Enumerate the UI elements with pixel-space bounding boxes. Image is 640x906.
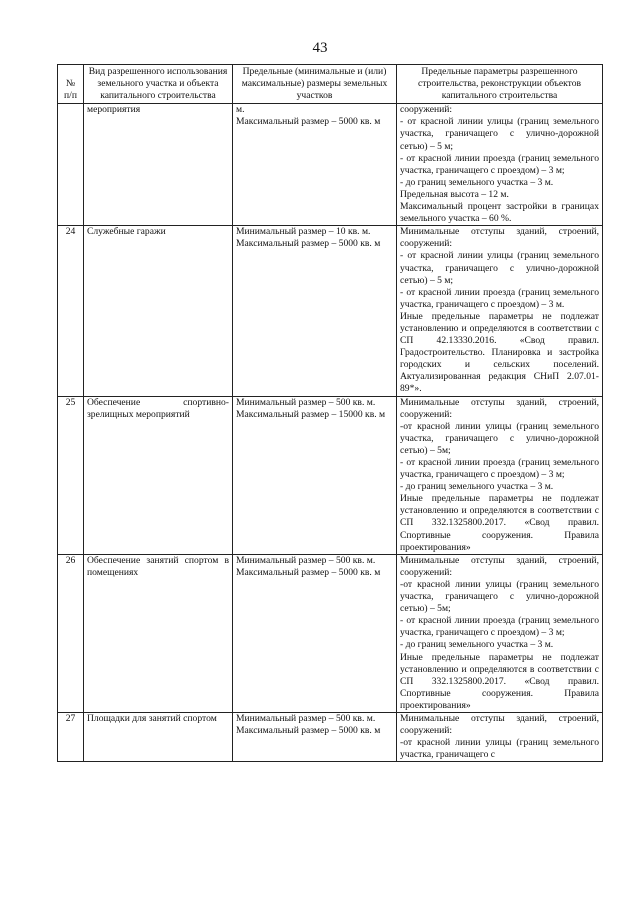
row-build-params [397,554,603,712]
zoning-parameters-table [57,64,603,762]
row-use-type [84,712,233,761]
build-param-line: -от красной линии улицы (границ земельного участка, граничащего с улично-дорожной сетью) – 5м; [400,578,599,615]
table-row [58,712,603,761]
build-param-line: Минимальные отступы зданий, строений, сооружений: [400,226,599,250]
row-number: 24 [58,226,84,396]
row-use-type [84,554,233,712]
plot-size-line: Минимальный размер – 500 кв. м. [236,396,376,408]
use-type-text: Служебные гаражи [87,226,166,238]
table-row [58,104,603,226]
plot-size-line: Минимальный размер – 500 кв. м. [236,712,376,724]
plot-size-line: Максимальный размер – 5000 кв. м [236,566,381,578]
row-use-type [84,104,233,226]
use-type-text: Площадки для занятий спортом [87,712,217,724]
table-row [58,396,603,554]
plot-size-line: м. [236,104,245,116]
build-param-line: Минимальные отступы зданий, строений, сооружений: [400,554,599,578]
row-plot-size [233,104,397,226]
build-param-line: Иные предельные параметры не подлежат установлению и определяются в соответствии с СП 332.1325800.2017. «Свод правил. Спортивные сооружения. Правила проектирования» [400,651,599,711]
row-plot-size [233,712,397,761]
build-param-line: - от красной линии проезда (границ земельного участка, граничащего с проездом) – 3 м. [400,286,599,310]
plot-size-line: Максимальный размер – 5000 кв. м [236,238,381,250]
row-build-params [397,104,603,226]
build-param-line: Максимальный процент застройки в границах земельного участка – 60 %. [400,201,599,225]
build-param-line: Минимальные отступы зданий, строений, сооружений: [400,396,599,420]
row-build-params [397,396,603,554]
plot-size-line: Максимальный размер – 5000 кв. м [236,725,381,737]
build-param-line: Минимальные отступы зданий, строений, сооружений: [400,712,599,737]
table-row [58,554,603,712]
row-plot-size [233,226,397,396]
header-build-params: Предельные параметры разрешенного строительства, реконструкции объектов капитального строительства [397,65,603,104]
build-param-line: сооружений: [400,104,453,116]
header-number-label: № п/п [64,78,77,102]
build-param-line: - от красной линии проезда (границ земельного участка, граничащего с проездом) – 3 м; [400,152,599,176]
row-use-type [84,396,233,554]
build-param-line: Предельная высота – 12 м. [400,188,509,200]
build-param-line: Иные предельные параметры не подлежат установлению и определяются в соответствии с СП 42.13330.2016. «Свод правил. Градостроительство. Планировка и застройка городских и сельских поселений. Актуализированная редакция СНиП 2.07.01-89*». [400,310,599,395]
build-param-line: - от красной линии улицы (границ земельного участка, граничащего с улично-дорожной сетью) – 5 м; [400,116,599,152]
row-build-params [397,226,603,396]
row-plot-size [233,554,397,712]
table-body [58,104,603,762]
build-param-line: - от красной линии улицы (границ земельного участка, граничащего с улично-дорожной сетью) – 5 м; [400,250,599,286]
build-param-line: - от красной линии проезда (границ земельного участка, граничащего с проездом) – 3 м; [400,615,599,639]
header-plot-size: Предельные (минимальные и (или) максимальные) размеры земельных участков [233,65,397,104]
plot-size-line: Максимальный размер – 15000 кв. м [236,408,386,420]
use-type-text: Обеспечение спортивно-зрелищных мероприятий [87,396,229,420]
build-param-line: - до границ земельного участка – 3 м. [400,176,554,188]
build-param-line: -от красной линии улицы (границ земельного участка, граничащего с [400,737,599,761]
row-build-params [397,712,603,761]
table-header [58,65,603,104]
row-number [58,104,84,226]
page-number: 43 [312,40,328,56]
table-row [58,226,603,396]
row-plot-size [233,396,397,554]
build-param-line: - до границ земельного участка – 3 м. [400,481,554,493]
plot-size-line: Минимальный размер – 10 кв. м. [236,226,371,238]
plot-size-line: Максимальный размер – 5000 кв. м [236,116,381,128]
row-number: 25 [58,396,84,554]
build-param-line: Иные предельные параметры не подлежат установлению и определяются в соответствии с СП 332.1325800.2017. «Свод правил. Спортивные сооружения. Правила проектирования» [400,493,599,553]
use-type-text: мероприятия [87,104,141,116]
row-number: 27 [58,712,84,761]
row-number: 26 [58,554,84,712]
build-param-line: - до границ земельного участка – 3 м. [400,639,554,651]
row-use-type [84,226,233,396]
build-param-line: -от красной линии улицы (границ земельного участка, граничащего с улично-дорожной сетью) – 5м; [400,420,599,456]
use-type-text: Обеспечение занятий спортом в помещениях [87,554,229,578]
plot-size-line: Минимальный размер – 500 кв. м. [236,554,376,566]
header-use-type: Вид разрешенного использования земельного участка и объекта капитального строительства [84,65,233,104]
build-param-line: - от красной линии проезда (границ земельного участка, граничащего с проездом) – 3 м; [400,457,599,481]
header-number [58,65,84,104]
